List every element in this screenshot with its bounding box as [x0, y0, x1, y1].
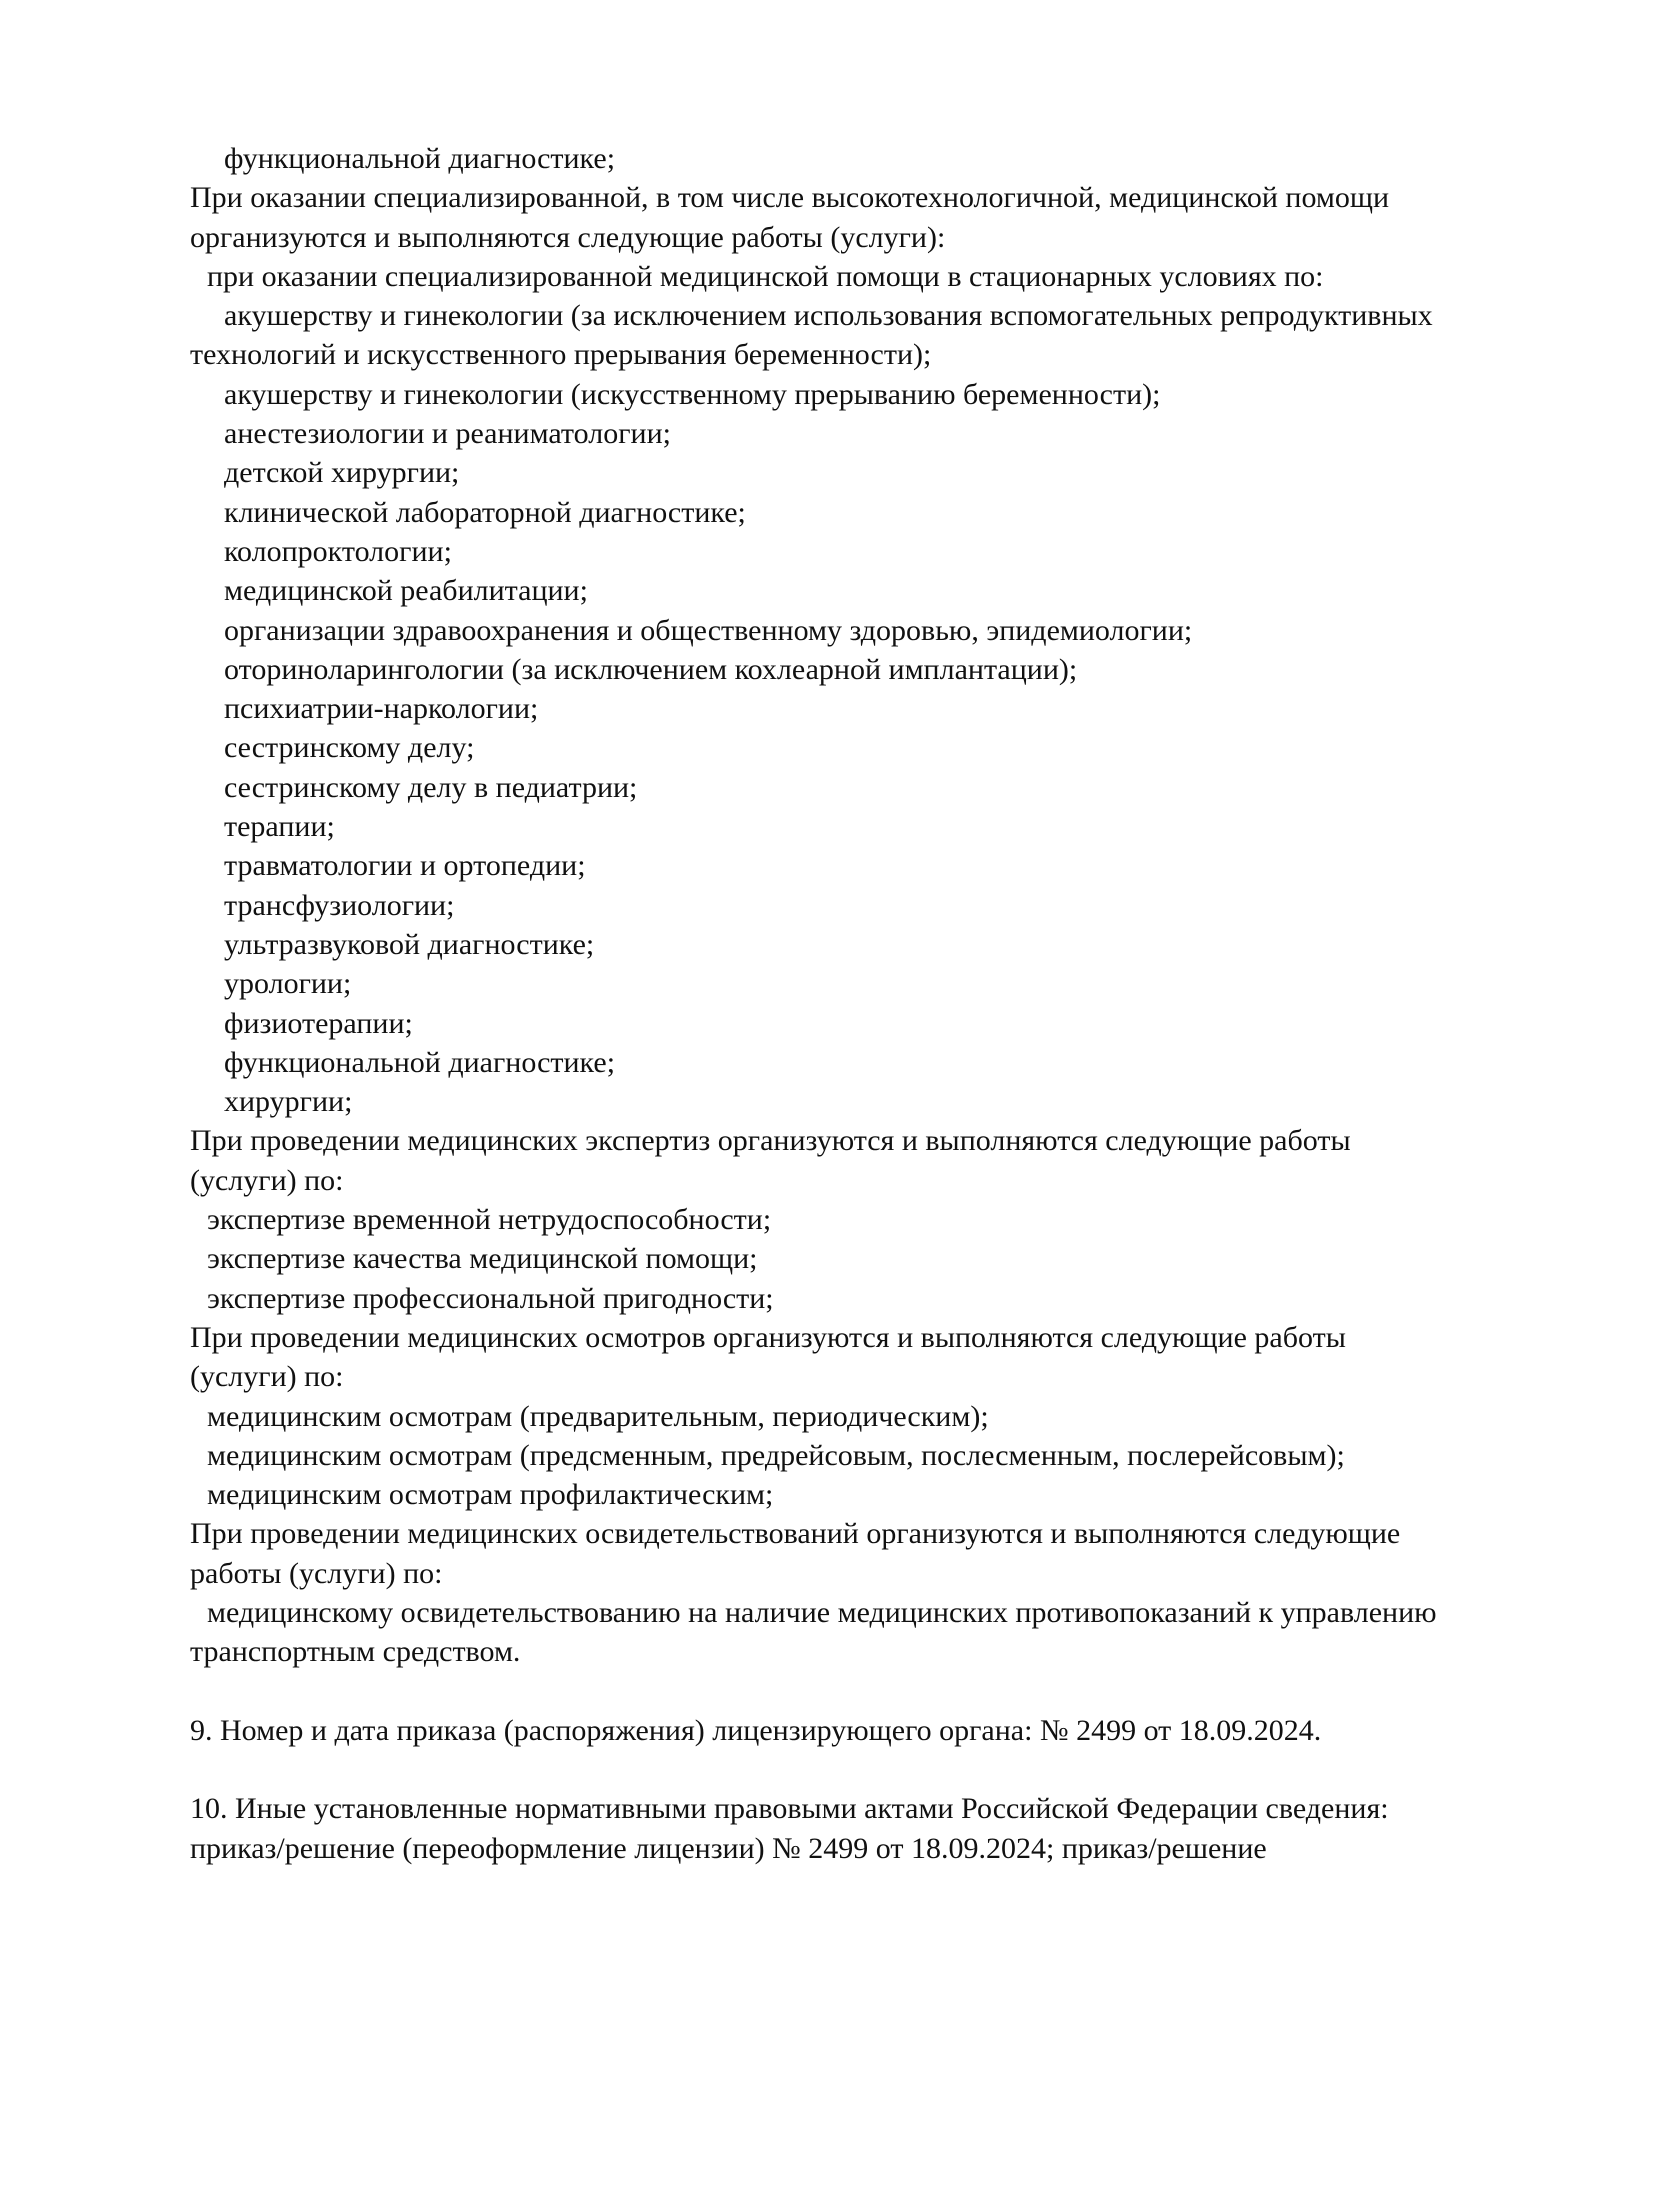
text-line: (услуги) по: [190, 1163, 344, 1197]
text-line: При проведении медицинских освидетельствований организуются и выполняются следующие [190, 1517, 1401, 1551]
text-line: При проведении медицинских осмотров организуются и выполняются следующие работы [190, 1320, 1346, 1354]
text-line: работы (услуги) по: [190, 1556, 443, 1590]
text-line: сестринскому делу; [224, 731, 475, 765]
text-line: терапии; [224, 810, 335, 844]
text-line: оториноларингологии (за исключением кохлеарной имплантации); [224, 652, 1078, 686]
text-line: физиотерапии; [224, 1006, 413, 1040]
text-line: экспертизе временной нетрудоспособности; [207, 1203, 772, 1237]
text-line: функциональной диагностике; [224, 142, 616, 175]
text-line: технологий и искусственного прерывания беременности); [190, 338, 932, 372]
text-line: акушерству и гинекологии (искусственному прерыванию беременности); [224, 377, 1161, 411]
text-line: сестринскому делу в педиатрии; [224, 770, 638, 804]
text-line: При проведении медицинских экспертиз организуются и выполняются следующие работы [190, 1124, 1351, 1158]
text-line: ультразвуковой диагностике; [224, 927, 595, 961]
text-line: организуются и выполняются следующие работы (услуги): [190, 220, 946, 254]
paragraph-gap [190, 1672, 1535, 1711]
document-body [190, 139, 1535, 1868]
text-line: урологии; [224, 967, 352, 1001]
text-line: медицинским осмотрам профилактическим; [207, 1478, 774, 1512]
text-line: организации здравоохранения и общественному здоровью, эпидемиологии; [224, 613, 1193, 647]
text-line: 10. Иные установленные нормативными правовыми актами Российской Федерации сведения: [190, 1792, 1389, 1826]
text-line: травматологии и ортопедии; [224, 849, 586, 883]
text-line: медицинским осмотрам (предварительным, периодическим); [207, 1399, 989, 1433]
text-line: трансфузиологии; [224, 888, 455, 922]
text-line: медицинскому освидетельствованию на наличие медицинских противопоказаний к управлению [207, 1595, 1437, 1629]
text-line: транспортным средством. [190, 1635, 521, 1669]
text-line: при оказании специализированной медицинской помощи в стационарных условиях по: [207, 259, 1324, 293]
text-line: клинической лабораторной диагностике; [224, 495, 746, 529]
paragraph-gap [190, 1750, 1535, 1789]
text-line: колопроктологии; [224, 534, 452, 568]
text-line: 9. Номер и дата приказа (распоряжения) лицензирующего органа: № 2499 от 18.09.2024. [190, 1713, 1322, 1747]
text-line: экспертизе качества медицинской помощи; [207, 1242, 758, 1276]
text-line: приказ/решение (переоформление лицензии) № 2499 от 18.09.2024; приказ/решение [190, 1831, 1267, 1865]
text-line: (услуги) по: [190, 1360, 344, 1394]
text-line: медицинским осмотрам (предсменным, предрейсовым, послесменным, послерейсовым); [207, 1438, 1345, 1472]
text-line: психиатрии-наркологии; [224, 692, 539, 726]
text-line: анестезиологии и реаниматологии; [224, 417, 671, 451]
text-line: акушерству и гинекологии (за исключением использования вспомогательных репродуктивных [224, 299, 1433, 333]
text-line: медицинской реабилитации; [224, 574, 588, 608]
text-line: При оказании специализированной, в том числе высокотехнологичной, медицинской помощи [190, 181, 1390, 215]
text-line: детской хирургии; [224, 456, 460, 490]
text-line: хирургии; [224, 1085, 353, 1119]
text-line: экспертизе профессиональной пригодности; [207, 1281, 774, 1315]
text-line: функциональной диагностике; [224, 1045, 616, 1079]
